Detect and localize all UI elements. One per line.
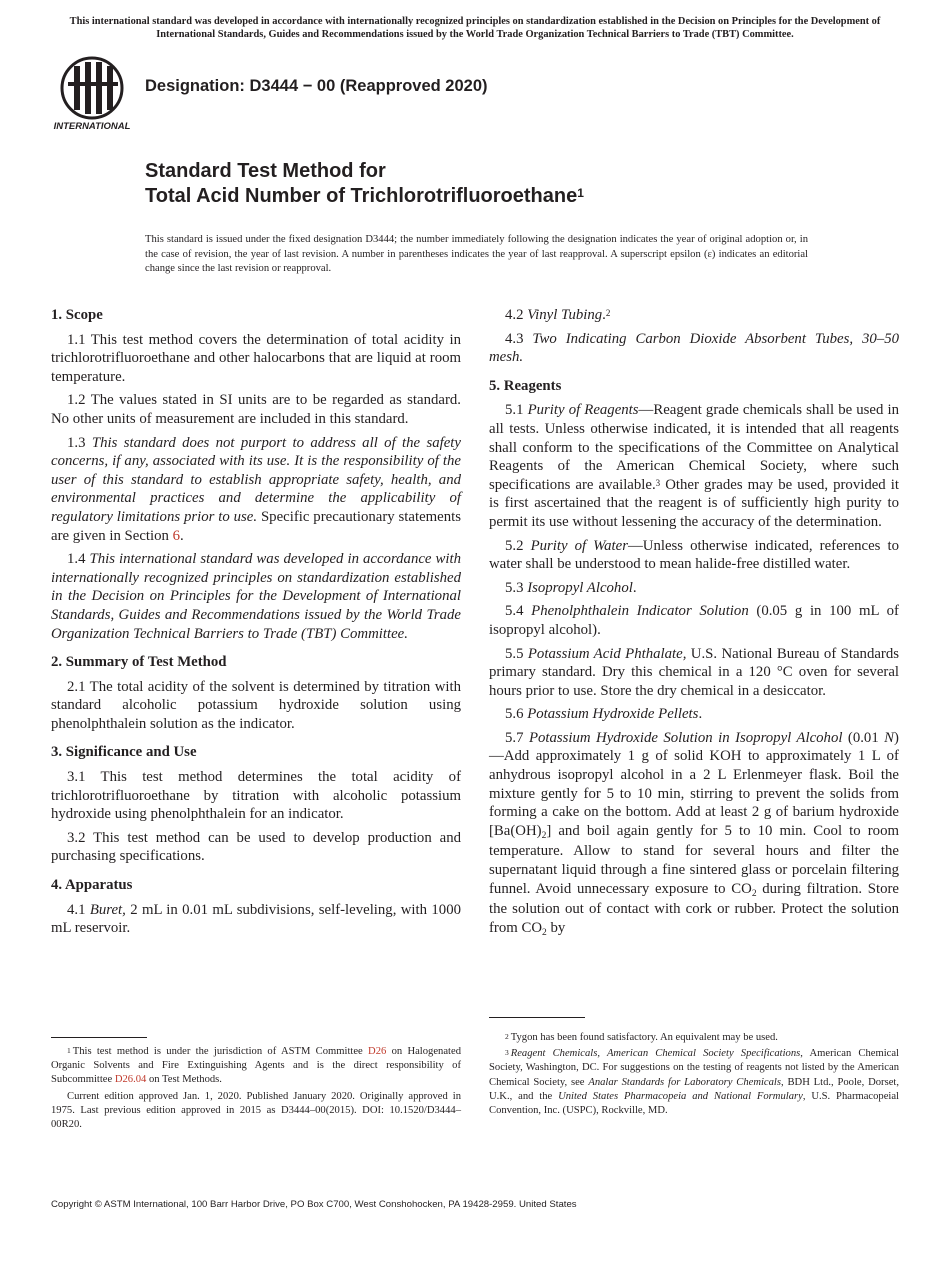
paragraph-5-3: 5.3 Isopropyl Alcohol. (505, 579, 637, 596)
footnote-ref-3[interactable]: 3 (655, 477, 661, 488)
document-title (145, 159, 584, 209)
paragraph-5-5: 5.5 Potassium Acid Phthalate, U.S. National Bureau of Standards primary standard. Dry this chemical in a 120 °C oven for several hours prior to use. Store the dry chemical in a desiccator. (489, 645, 899, 699)
paragraph-4-2: 4.2 Vinyl Tubing.$^2$ (505, 307, 611, 323)
top-notice: This international standard was developed in accordance with internationally recognized principles on standardization established in the Decision on Principles for the Development of International Standards, Guides and Recommendations issued by the World Trade Organization Technical Barriers to Trade (TBT) Committee. (69, 16, 881, 40)
section-6-link[interactable]: 6 (172, 527, 181, 544)
footnote-edition: Current edition approved Jan. 1, 2020. Published January 2020. Originally approved in 1975. Last previous edition approved in 2015 as D3444–00(2015). DOI: 10.1520/D3444–00R20. (51, 1090, 461, 1131)
paragraph-3-1: 3.1 This test method determines the total acidity of trichlorotrifluoroethane by titration with alcoholic potassium hydroxide using phenolphthalein for an indicator. (51, 769, 461, 823)
paragraph-5-7: 5.7 Potassium Hydroxide Solution in Isopropyl Alcohol (0.01 N)—Add approximately 1 g of solid KOH to approximately 1 L of anhydrous isopropyl alcohol in a 2 L Erlenmeyer flask. Boil the mixture gently for 5 to 10 min, stirring to prevent the solids from forming a cake on the bottom. Add at least 2 g of barium hydroxide $[Ba(OH)_2]$ and boil again gently for 5 to 10 min. Cool to room temperature. Allow to stand for several hours and filter the supernatant liquid through a fine sintered glass or porcelain filtering funnel. Avoid unnecessary exposure to $CO_2$ during filtration. Store the solution out of contact with cork or rubber. Protect the solution from $CO_2$ by (489, 729, 899, 938)
paragraph-5-2: 5.2 Purity of Water—Unless otherwise indicated, references to water shall be understood to mean halide-free distilled water. (489, 537, 899, 573)
subcommittee-d26-04-link[interactable]: D26.04 (114, 1074, 147, 1086)
footnote-divider-left (51, 1037, 147, 1038)
title-footnote-ref[interactable]: 1 (577, 186, 584, 200)
paragraph-4-1: 4.1 Buret, 2 mL in 0.01 mL subdivisions, self-leveling, with 1000 mL reservoir. (51, 901, 461, 937)
paragraph-5-4: 5.4 Phenolphthalein Indicator Solution (0.05 g in 100 mL of isopropyl alcohol). (489, 603, 899, 638)
footnote-divider-right (489, 1017, 585, 1018)
paragraph-5-1: 5.1 Purity of Reagents—Reagent grade chemicals shall be used in all tests. Unless otherwise indicated, it is intended that all reagents shall conform to the specifications of the Committee on Analytical Reagents of the American Chemical Society, where such specifications are available.$^3$ Other grades may be used, provided it is first ascertained that the reagent is of sufficiently high purity to permit its use without lessening the accuracy of the determination. (489, 402, 899, 530)
paragraph-1-2: 1.2 The values stated in SI units are to be regarded as standard. No other units of measurement are included in this standard. (51, 392, 461, 427)
section-heading-scope: 1. Scope (51, 307, 103, 323)
footnote-1: $^1$ This test method is under the jurisdiction of ASTM Committee D26 on Halogenated Organic Solvents and Fire Extinguishing Agents and is the direct responsibility of Subcommittee D26.04 on Test Methods. (51, 1046, 461, 1086)
section-heading-reagents: 5. Reagents (489, 377, 562, 394)
paragraph-1-4: 1.4 This international standard was developed in accordance with internationally recognized principles on standardization established in the Decision on Principles for the Development of International Standards, Guides and Recommendations issued by the World Trade Organization Technical Barriers to Trade (TBT) Committee. (51, 551, 461, 642)
section-heading-summary: 2. Summary of Test Method (51, 654, 227, 671)
paragraph-5-6: 5.6 Potassium Hydroxide Pellets. (505, 706, 703, 723)
paragraph-3-2: 3.2 This test method can be used to develop production and purchasing specifications. (51, 829, 461, 865)
astm-logo-icon (52, 56, 136, 132)
designation: Designation: D3444 − 00 (Reapproved 2020) (145, 77, 488, 95)
astm-logo (52, 56, 136, 132)
footnote-3: $^3$ Reagent Chemicals, American Chemical Society Specifications, American Chemical Society, Washington, DC. For suggestions on the testing of reagents not listed by the American Chemical Society, see Analar Standards for Laboratory Chemicals, BDH Ltd., Poole, Dorset, U.K., and the United States Pharmacopeia and National Formulary, U.S. Pharmacopeial Convention, Inc. (USPC), Rockville, MD. (489, 1048, 899, 1117)
title-line-2: Total Acid Number of Trichlorotrifluoroethane$^1$ (145, 185, 584, 207)
issuance-statement: This standard is issued under the fixed designation D3444; the number immediately following the designation indicates the year of original adoption or, in the case of revision, the year of last revision. A number in parentheses indicates the year of last reapproval. A superscript epsilon (ε) indicates an editorial change since the last revision or reapproval. (145, 234, 808, 275)
paragraph-1-1: 1.1 This test method covers the determination of total acidity in trichlorotrifluoroethane and other halocarbons that are liquid at room temperature. (51, 331, 461, 385)
paragraph-1-3: 1.3 This standard does not purport to address all of the safety concerns, if any, associated with its use. It is the responsibility of the user of this standard to establish appropriate safety, health, and environmental practices and determine the applicability of regulatory limitations prior to use. Specific precautionary statements are given in Section 6. (51, 434, 461, 544)
paragraph-4-3: 4.3 Two Indicating Carbon Dioxide Absorbent Tubes, 30–50 mesh. (489, 330, 899, 366)
section-heading-apparatus: 4. Apparatus (51, 877, 133, 894)
left-column (51, 306, 461, 943)
title-line-1: Standard Test Method for (145, 160, 386, 182)
footnote-2: $^2$ Tygon has been found satisfactory. An equivalent may be used. (505, 1032, 778, 1043)
paragraph-2-1: 2.1 The total acidity of the solvent is determined by titration with standard alcoholic potassium hydroxide solution using phenolphthalein solution as the indicator. (51, 678, 461, 732)
footnote-ref-2[interactable]: 2 (605, 308, 611, 318)
svg-text:INTERNATIONAL: INTERNATIONAL (53, 121, 131, 132)
right-column (489, 306, 899, 944)
footnotes-left (51, 1045, 461, 1134)
copyright-notice: Copyright © ASTM International, 100 Barr Harbor Drive, PO Box C700, West Conshohocken, PA 19428-2959. United States (51, 1199, 577, 1210)
committee-d26-link[interactable]: D26 (368, 1046, 387, 1057)
footnotes-right (489, 1031, 899, 1120)
section-heading-significance: 3. Significance and Use (51, 744, 197, 761)
